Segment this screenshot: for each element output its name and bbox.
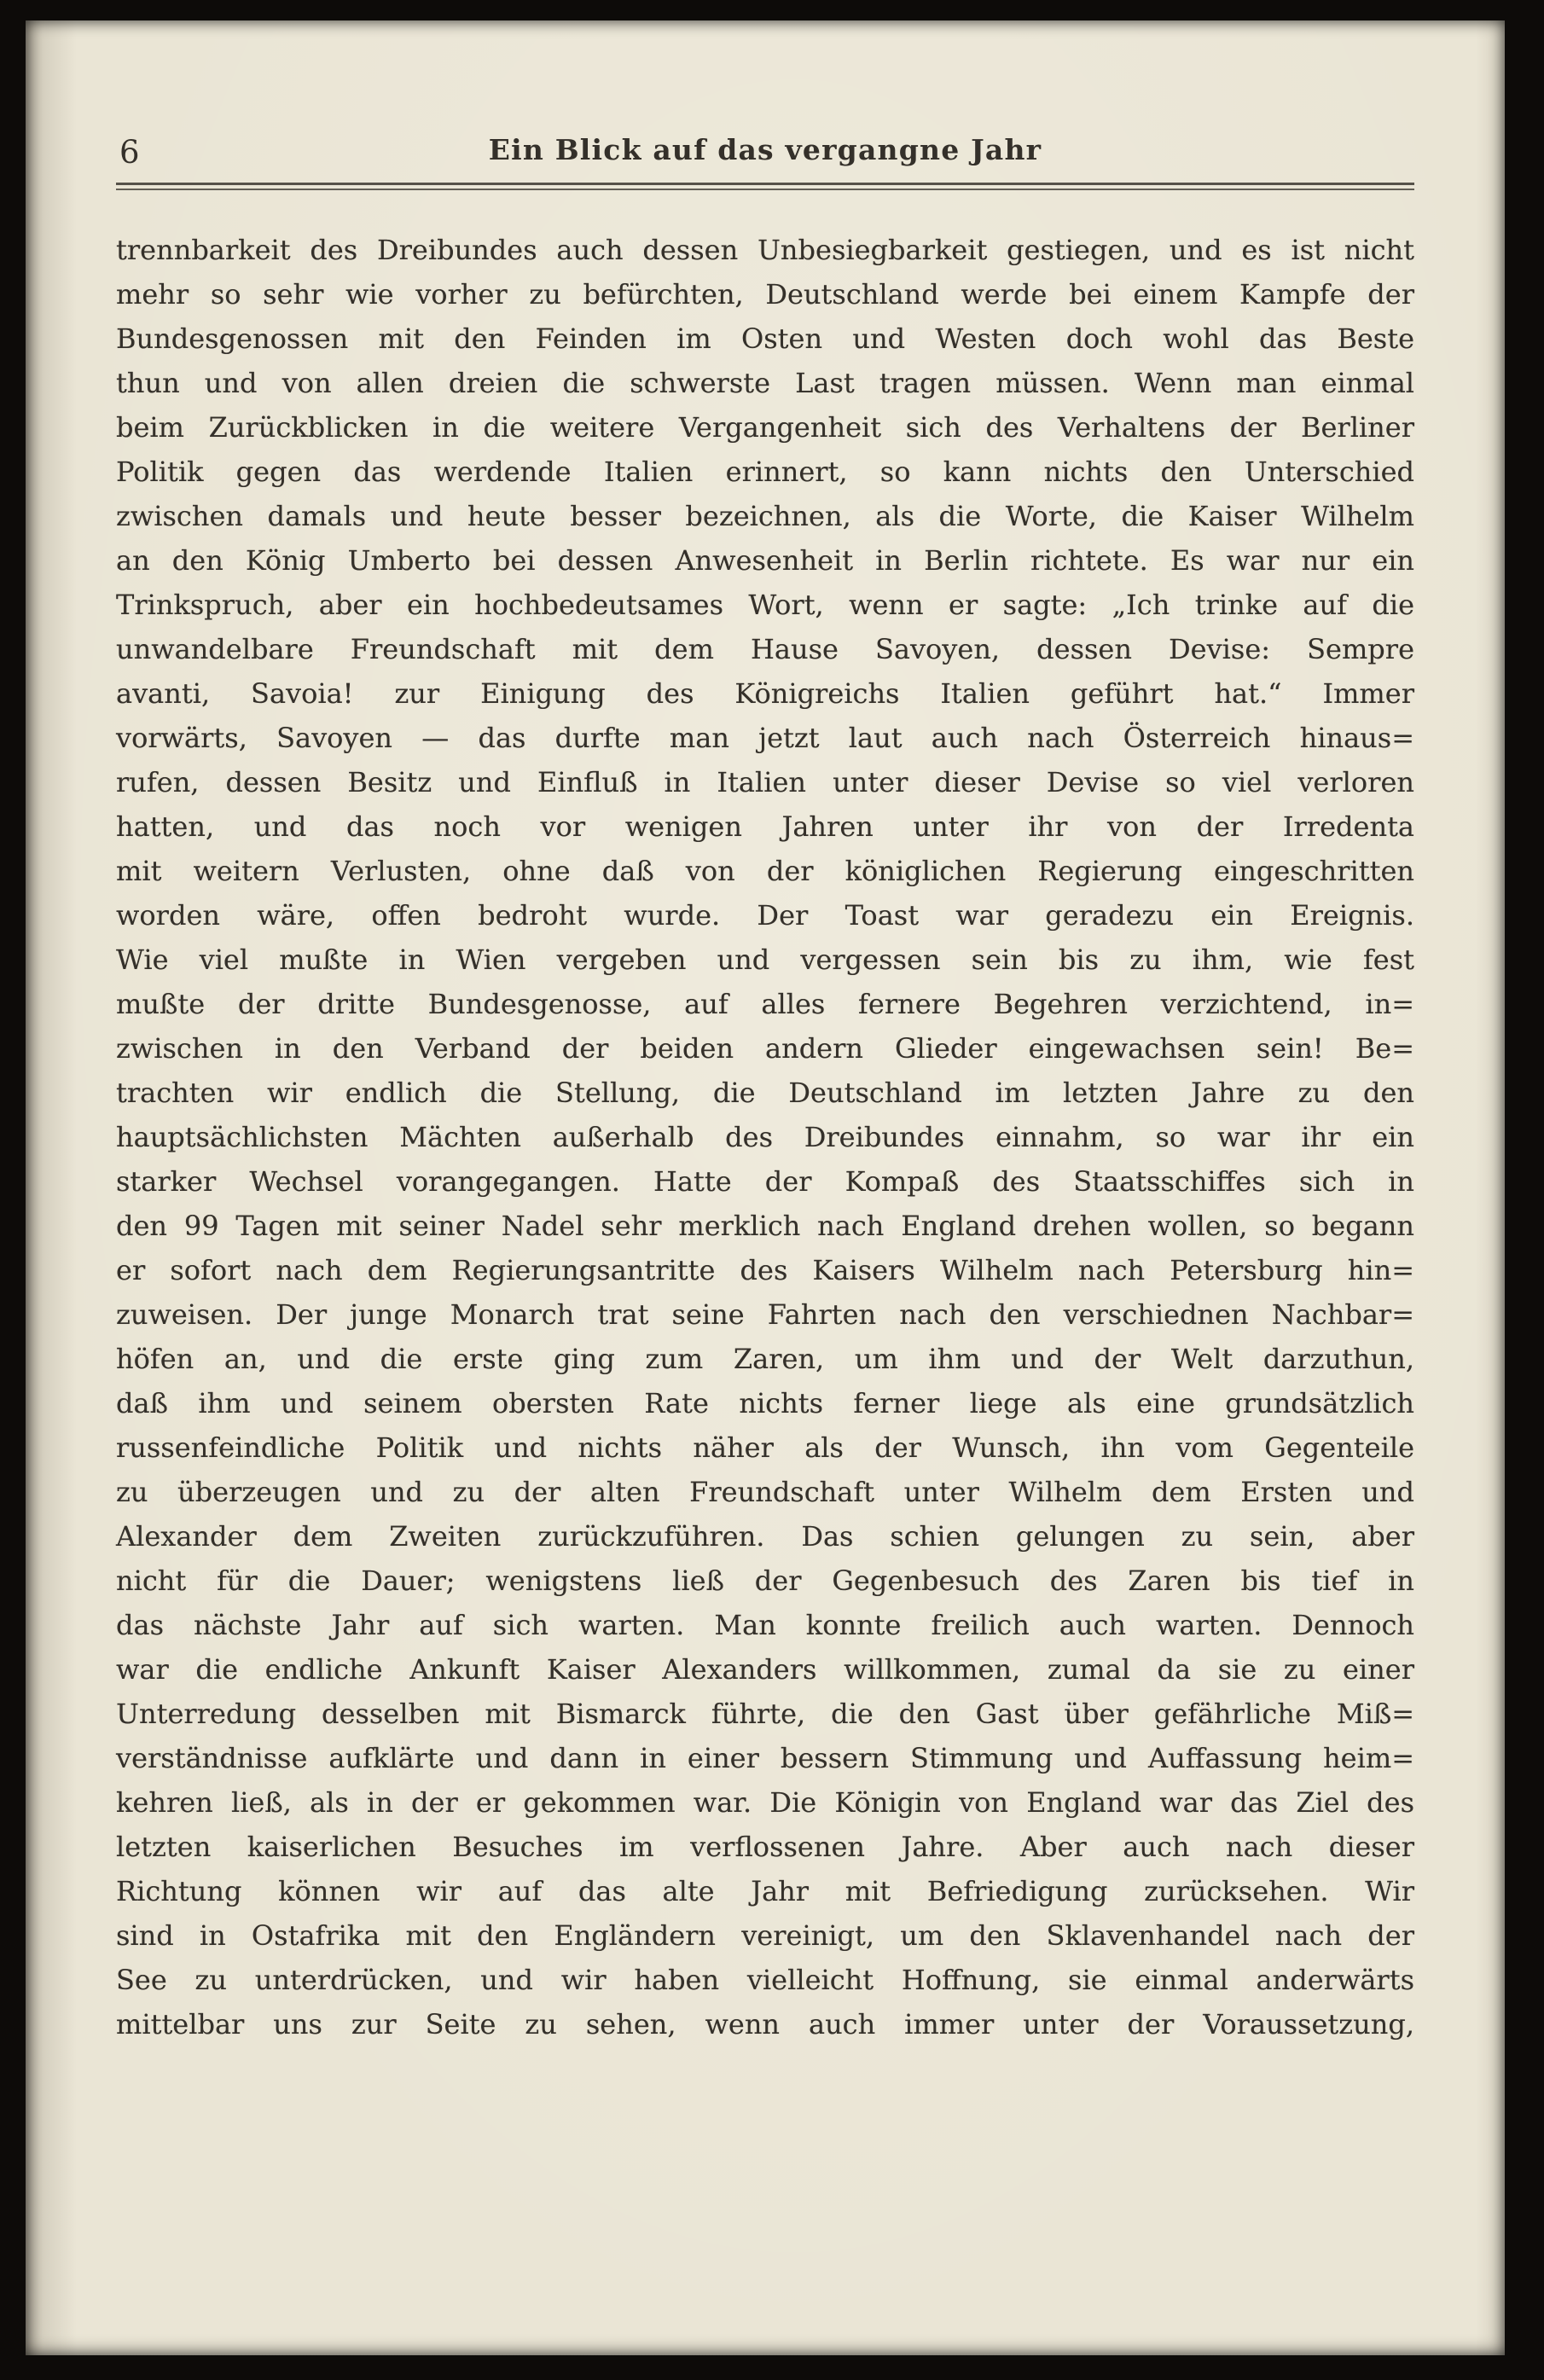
text-line: er sofort nach dem Regierungsantritte des Kaisers Wilhelm nach Petersburg hin= [116,1253,1414,1286]
body-text [116,228,1414,2046]
header-rule-thick [116,183,1414,185]
text-line: Unterredung desselben mit Bismarck führte, die den Gast über gefährliche Miß= [116,1697,1414,1730]
text-line: verständnisse aufklärte und dann in einer bessern Stimmung und Auffassung heim= [116,1741,1414,1774]
text-line: daß ihm und seinem obersten Rate nichts ferner liege als eine grundsätzlich [116,1386,1414,1419]
text-line: Bundesgenossen mit den Feinden im Osten und Westen doch wohl das Beste [116,322,1414,355]
text-line: avanti, Savoia! zur Einigung des Königreichs Italien geführt hat.“ Immer [116,676,1414,710]
text-line: den 99 Tagen mit seiner Nadel sehr merklich nach England drehen wollen, so begann [116,1209,1414,1242]
text-line: mittelbar uns zur Seite zu sehen, wenn auch immer unter der Voraussetzung, [116,2007,1414,2040]
running-title: Ein Blick auf das vergangne Jahr [488,133,1042,166]
text-line: starker Wechsel vorangegangen. Hatte der Kompaß des Staatsschiffes sich in [116,1164,1414,1198]
book-page [26,20,1505,2355]
header-rule-thin [116,189,1414,190]
text-line: Alexander dem Zweiten zurückzuführen. Das schien gelungen zu sein, aber [116,1519,1414,1553]
text-line: Politik gegen das werdende Italien erinnert, so kann nichts den Unterschied [116,455,1414,488]
text-line: mehr so sehr wie vorher zu befürchten, Deutschland werde bei einem Kampfe der [116,277,1414,311]
text-line: zu überzeugen und zu der alten Freundschaft unter Wilhelm dem Ersten und [116,1475,1414,1508]
text-line: thun und von allen dreien die schwerste Last tragen müssen. Wenn man einmal [116,366,1414,399]
page-number: 6 [119,134,141,171]
text-line: beim Zurückblicken in die weitere Vergangenheit sich des Verhaltens der Berliner [116,410,1414,444]
text-line: zuweisen. Der junge Monarch trat seine Fahrten nach den verschiednen Nachbar= [116,1297,1414,1331]
text-line: trachten wir endlich die Stellung, die Deutschland im letzten Jahre zu den [116,1076,1414,1109]
text-line: das nächste Jahr auf sich warten. Man konnte freilich auch warten. Dennoch [116,1608,1414,1641]
text-line: unwandelbare Freundschaft mit dem Hause Savoyen, dessen Devise: Sempre [116,632,1414,665]
text-line: war die endliche Ankunft Kaiser Alexanders willkommen, zumal da sie zu einer [116,1652,1414,1686]
text-line: Trinkspruch, aber ein hochbedeutsames Wort, wenn er sagte: „Ich trinke auf die [116,588,1414,621]
text-line: mußte der dritte Bundesgenosse, auf alles fernere Begehren verzichtend, in= [116,987,1414,1020]
text-line: hauptsächlichsten Mächten außerhalb des Dreibundes einnahm, so war ihr ein [116,1120,1414,1153]
text-line: zwischen in den Verband der beiden andern Glieder eingewachsen sein! Be= [116,1031,1414,1065]
text-line: letzten kaiserlichen Besuches im verflossenen Jahre. Aber auch nach dieser [116,1830,1414,1863]
text-line: Wie viel mußte in Wien vergeben und vergessen sein bis zu ihm, wie fest [116,943,1414,976]
text-line: trennbarkeit des Dreibundes auch dessen Unbesiegbarkeit gestiegen, und es ist nicht [116,233,1414,266]
text-line: sind in Ostafrika mit den Engländern vereinigt, um den Sklavenhandel nach der [116,1919,1414,1952]
text-line: zwischen damals und heute besser bezeichnen, als die Worte, die Kaiser Wilhelm [116,499,1414,532]
header-rule [116,183,1414,190]
text-line: russenfeindliche Politik und nichts näher als der Wunsch, ihn vom Gegenteile [116,1431,1414,1464]
text-line: an den König Umberto bei dessen Anwesenheit in Berlin richtete. Es war nur ein [116,543,1414,577]
text-line: rufen, dessen Besitz und Einfluß in Italien unter dieser Devise so viel verloren [116,765,1414,798]
text-line: kehren ließ, als in der er gekommen war. Die Königin von England war das Ziel des [116,1785,1414,1819]
text-line: worden wäre, offen bedroht wurde. Der Toast war geradezu ein Ereignis. [116,898,1414,932]
text-line: hatten, und das noch vor wenigen Jahren unter ihr von der Irredenta [116,810,1414,843]
text-line: vorwärts, Savoyen — das durfte man jetzt laut auch nach Österreich hinaus= [116,721,1414,754]
text-line: nicht für die Dauer; wenigstens ließ der Gegenbesuch des Zaren bis tief in [116,1564,1414,1597]
page-header [116,133,1414,171]
text-line: mit weitern Verlusten, ohne daß von der königlichen Regierung eingeschritten [116,854,1414,887]
text-line: höfen an, und die erste ging zum Zaren, um ihm und der Welt darzuthun, [116,1342,1414,1375]
text-line: Richtung können wir auf das alte Jahr mit Befriedigung zurücksehen. Wir [116,1874,1414,1907]
text-line: See zu unterdrücken, und wir haben vielleicht Hoffnung, sie einmal anderwärts [116,1963,1414,1996]
